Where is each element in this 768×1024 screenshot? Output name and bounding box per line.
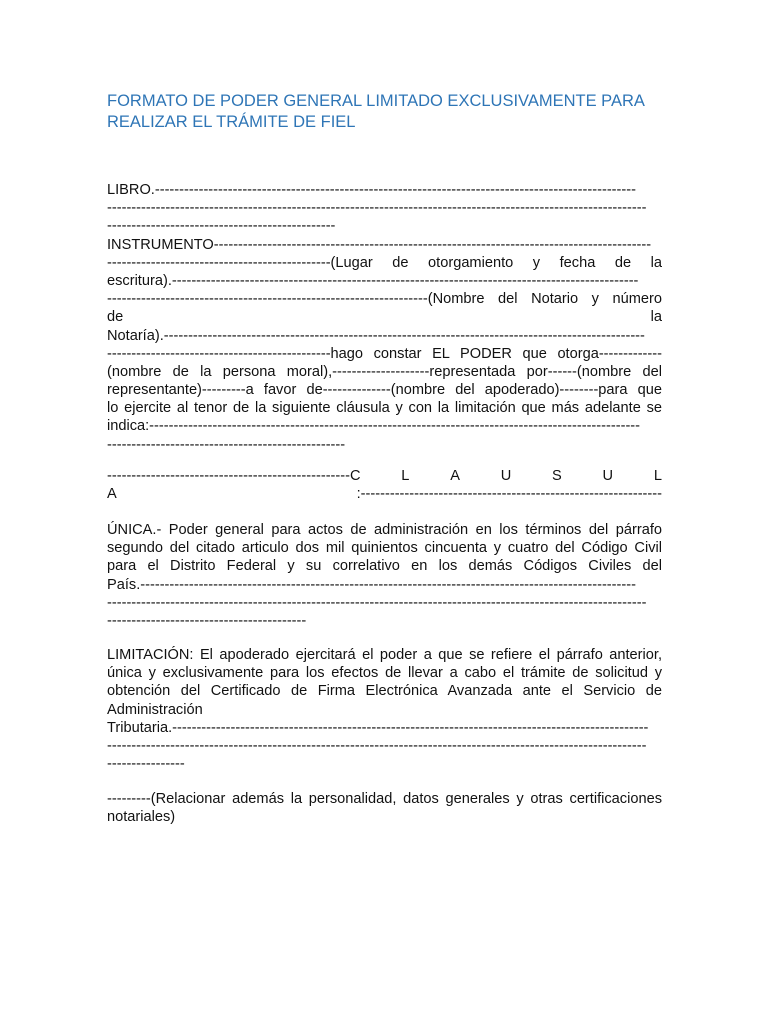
text-line: lo ejercite al tenor de la siguiente cláusula y con la limitación que más adelante se: [107, 400, 662, 417]
text-line: ---------(Relacionar además la personalidad, datos generales y otras certificaciones: [107, 791, 662, 807]
unica-paragraph: [107, 521, 662, 630]
text-line: ---------------------------------------------------------------------------------------------------------------: [107, 737, 647, 754]
libro-instrumento-section: [107, 181, 662, 454]
clausula-letter: L: [401, 468, 410, 484]
text-line: escritura).------------------------------------------------------------------------------------------------: [107, 272, 639, 289]
clausula-letter: A: [450, 468, 460, 484]
clausula-letter: U: [500, 468, 512, 484]
text-line: -----------------------------------------: [107, 612, 307, 629]
text-line: de la: [107, 309, 662, 326]
text-line: ----------------------------------------------(Lugar de otorgamiento y fecha de la: [107, 254, 662, 271]
text-line: notariales): [107, 809, 176, 826]
text-line: -------------------------------------------------: [107, 436, 346, 453]
clausula-letter: U: [602, 468, 614, 484]
text-line: ÚNICA.- Poder general para actos de administración en los términos del párrafo: [107, 522, 662, 538]
clausula-line-2: [107, 485, 662, 503]
clausula-letter: S: [552, 468, 562, 484]
nota-paragraph: [107, 790, 662, 826]
text-line: Administración: [107, 701, 203, 718]
text-line: única y exclusivamente para los efectos de llevar a cabo el trámite de solicitud y: [107, 665, 662, 682]
clausula-dashes: :--------------------------------------------------------------: [356, 486, 662, 503]
text-line: indica:-----------------------------------------------------------------------------------------------------: [107, 418, 641, 435]
title-line-2: REALIZAR EL TRÁMITE DE FIEL: [107, 113, 356, 131]
limitacion-paragraph: [107, 646, 662, 773]
text-line: segundo del citado articulo dos mil quinientos cincuenta y cuatro del Código Civil: [107, 540, 662, 557]
text-line: -----------------------------------------------: [107, 218, 336, 235]
text-line: LIBRO.---------------------------------------------------------------------------------------------------: [107, 182, 636, 198]
clausula-line-1: [107, 467, 662, 485]
clausula-letter: L: [653, 468, 662, 484]
clausula-letter: A: [107, 486, 117, 503]
text-line: representante)---------a favor de--------------(nombre del apoderado)--------para que: [107, 382, 662, 399]
text-line: ---------------------------------------------------------------------------------------------------------------: [107, 594, 647, 611]
text-line: LIMITACIÓN: El apoderado ejercitará el poder a que se refiere el párrafo anterior,: [107, 647, 662, 663]
text-line: Notaría).---------------------------------------------------------------------------------------------------: [107, 327, 645, 344]
text-line: (nombre de la persona moral),--------------------representada por------(nombre del: [107, 363, 662, 380]
clausula-dashes: --------------------------------------------------C: [107, 468, 361, 484]
title-line-1: FORMATO DE PODER GENERAL LIMITADO EXCLUSIVAMENTE PARA: [107, 92, 645, 110]
text-line: ------------------------------------------------------------------(Nombre del Notario y número: [107, 291, 662, 308]
text-line: ---------------------------------------------------------------------------------------------------------------: [107, 200, 647, 217]
text-line: ----------------: [107, 756, 185, 773]
document-title: [107, 91, 667, 133]
clausula-heading: [107, 467, 662, 503]
text-line: País.------------------------------------------------------------------------------------------------------: [107, 576, 636, 593]
text-line: para el Distrito Federal y su correlativo en los demás Códigos Civiles del: [107, 558, 662, 575]
text-line: Tributaria.--------------------------------------------------------------------------------------------------: [107, 719, 649, 736]
text-line: obtención del Certificado de Firma Electrónica Avanzada ante el Servicio de: [107, 683, 662, 700]
text-line: INSTRUMENTO------------------------------------------------------------------------------------------: [107, 236, 652, 253]
text-line: ----------------------------------------------hago constar EL PODER que otorga-------------: [107, 345, 662, 362]
